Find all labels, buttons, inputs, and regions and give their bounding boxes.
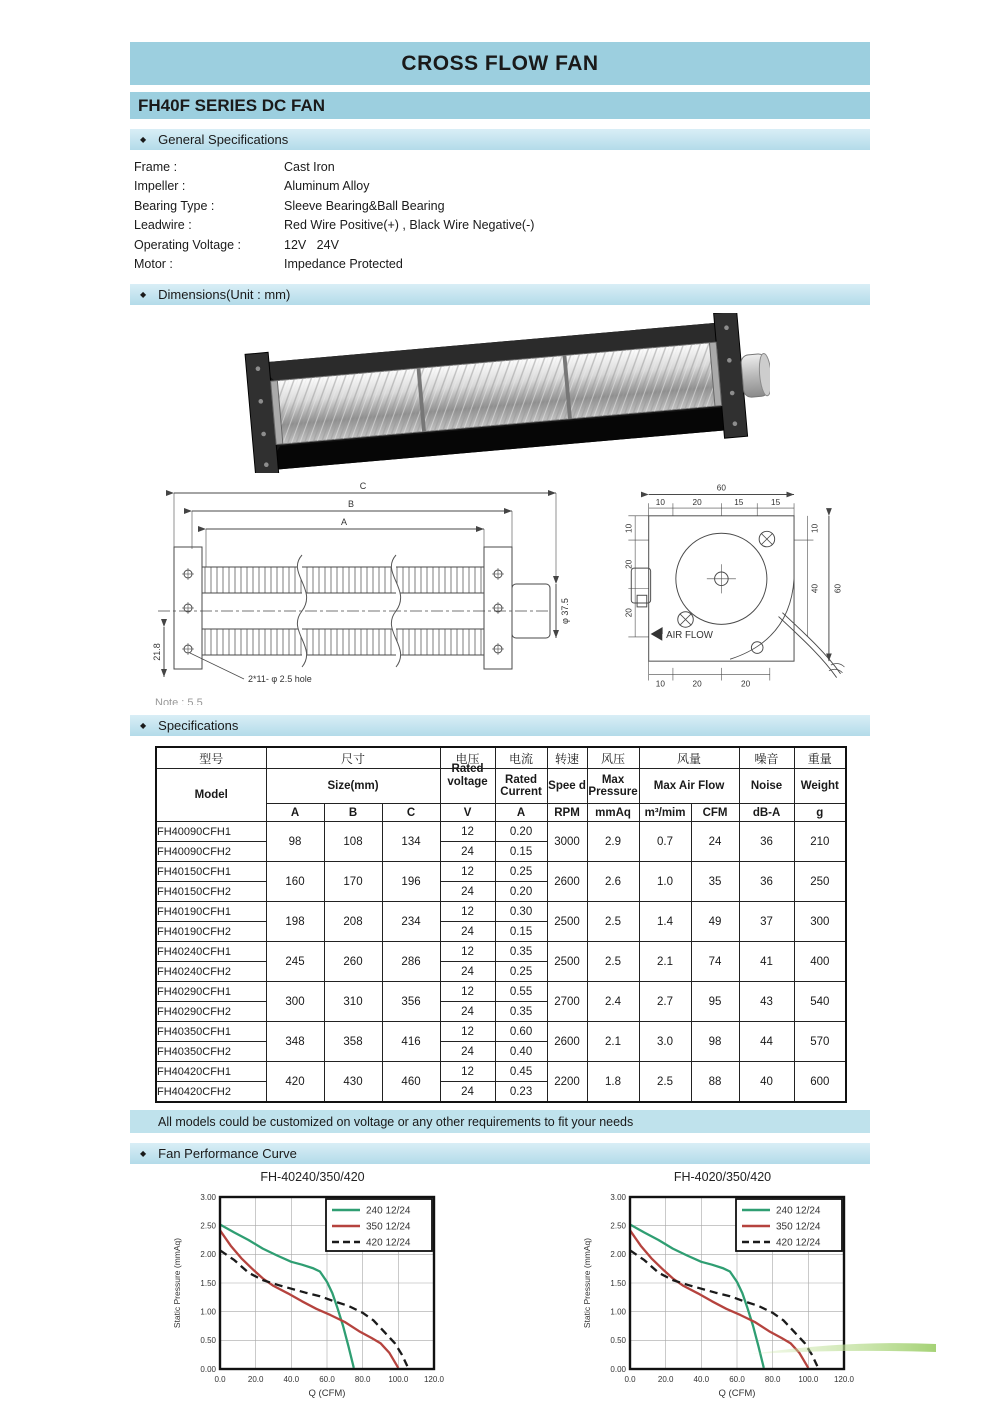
airflow-cfm-cell: 24 <box>691 822 739 862</box>
dim-bottom-seg-1: 20 <box>692 679 702 689</box>
size-cell: 208 <box>324 902 382 942</box>
x-tick-label: 20.0 <box>247 1375 264 1384</box>
dim-diameter-label: φ 37.5 <box>560 598 570 624</box>
weight-cell: 540 <box>794 982 846 1022</box>
noise-cell: 44 <box>739 1022 794 1062</box>
table-row <box>156 982 846 1002</box>
airflow-label: AIR FLOW <box>666 629 713 641</box>
x-axis-label: Q (CFM) <box>308 1388 346 1399</box>
dim-left-seg-2: 20 <box>624 608 634 618</box>
size-cell: 160 <box>266 862 324 902</box>
current-cell: 0.23 <box>495 1082 547 1103</box>
hdr-en-size: Size(mm) <box>266 769 440 804</box>
performance-chart-right <box>580 1170 865 1414</box>
size-cell: 260 <box>324 942 382 982</box>
legend-label: 350 12/24 <box>366 1221 411 1233</box>
size-cell: 196 <box>382 862 440 902</box>
general-spec-label: Bearing Type : <box>134 198 215 213</box>
size-cell: 134 <box>382 822 440 862</box>
table-row <box>156 1062 846 1082</box>
pressure-cell: 2.9 <box>587 822 639 862</box>
voltage-cell: 24 <box>440 1082 495 1103</box>
size-cell: 460 <box>382 1062 440 1103</box>
rpm-cell: 2700 <box>547 982 587 1022</box>
dim-right-total: 60 <box>833 583 843 594</box>
current-cell: 0.55 <box>495 982 547 1002</box>
model-cell: FH40190CFH2 <box>156 922 266 942</box>
y-tick-label: 1.50 <box>610 1278 626 1288</box>
dim-right-seg-0: 10 <box>810 523 820 533</box>
table-row <box>156 902 846 922</box>
current-cell: 0.20 <box>495 882 547 902</box>
general-spec-value: Impedance Protected <box>284 257 403 272</box>
noise-cell: 36 <box>739 862 794 902</box>
customization-note: All models could be customized on voltage or any other requirements to fit your needs <box>130 1110 870 1133</box>
chart-title-right: FH-4020/350/420 <box>673 1170 772 1184</box>
y-tick-label: 3.00 <box>200 1192 216 1202</box>
weight-cell: 400 <box>794 942 846 982</box>
size-cell: 430 <box>324 1062 382 1103</box>
voltage-cell: 12 <box>440 942 495 962</box>
general-spec-label: Motor : <box>134 257 173 272</box>
y-tick-label: 0.00 <box>200 1364 216 1374</box>
airflow-m3-cell: 3.0 <box>639 1022 691 1062</box>
general-spec-value: Red Wire Positive(+) , Black Wire Negative(-) <box>284 218 535 233</box>
pressure-cell: 2.1 <box>587 1022 639 1062</box>
current-cell: 0.60 <box>495 1022 547 1042</box>
dim-a-label: A <box>340 517 348 527</box>
diamond-bullet-icon: ◆ <box>140 135 147 144</box>
general-specs-list <box>134 157 870 274</box>
weight-cell: 250 <box>794 862 846 902</box>
dim-right-seg-1: 40 <box>810 583 820 594</box>
hdr-en-voltage: Rated voltage <box>440 769 495 804</box>
table-header-cn <box>156 747 846 769</box>
dim-left-seg-0: 10 <box>624 523 634 533</box>
current-cell: 0.15 <box>495 842 547 862</box>
general-spec-value: Sleeve Bearing&Ball Bearing <box>284 198 445 213</box>
legend-label: 420 12/24 <box>776 1237 821 1249</box>
general-spec-row <box>134 255 870 275</box>
airflow-m3-cell: 2.1 <box>639 942 691 982</box>
unit-g: g <box>794 804 846 822</box>
dim-bottom-seg-2: 20 <box>741 679 751 689</box>
hdr-cn-weight: 重量 <box>794 747 846 769</box>
model-cell: FH40150CFH1 <box>156 862 266 882</box>
y-tick-label: 1.00 <box>610 1307 626 1317</box>
airflow-cfm-cell: 35 <box>691 862 739 902</box>
y-tick-label: 3.00 <box>610 1192 626 1202</box>
weight-cell: 600 <box>794 1062 846 1103</box>
y-tick-label: 0.50 <box>200 1336 216 1346</box>
legend-label: 240 12/24 <box>366 1205 411 1217</box>
chart-legend <box>736 1199 842 1251</box>
voltage-cell: 24 <box>440 882 495 902</box>
size-cell: 108 <box>324 822 382 862</box>
general-spec-label: Frame : <box>134 159 178 174</box>
y-axis-label: Static Pressure (mmAq) <box>582 1237 592 1329</box>
diamond-bullet-icon: ◆ <box>140 290 147 299</box>
x-tick-label: 120.0 <box>423 1375 445 1384</box>
noise-cell: 36 <box>739 822 794 862</box>
weight-cell: 300 <box>794 902 846 942</box>
unit-dba: dB-A <box>739 804 794 822</box>
general-spec-row <box>134 235 870 255</box>
fan-photo <box>230 313 770 473</box>
x-tick-label: 0.0 <box>624 1375 636 1384</box>
airflow-m3-cell: 2.5 <box>639 1062 691 1103</box>
y-tick-label: 2.00 <box>200 1250 216 1260</box>
general-spec-row <box>134 177 870 197</box>
airflow-cfm-cell: 74 <box>691 942 739 982</box>
section-specifications <box>130 715 870 736</box>
x-axis-label: Q (CFM) <box>718 1388 756 1399</box>
unit-m3: m³/mim <box>639 804 691 822</box>
size-cell: 98 <box>266 822 324 862</box>
model-cell: FH40240CFH2 <box>156 962 266 982</box>
voltage-cell: 12 <box>440 862 495 882</box>
voltage-cell: 24 <box>440 962 495 982</box>
hdr-en-noise: Noise <box>739 769 794 804</box>
y-tick-label: 2.00 <box>610 1250 626 1260</box>
current-cell: 0.20 <box>495 822 547 842</box>
dim-height-label: 21.8 <box>152 643 162 661</box>
noise-cell: 43 <box>739 982 794 1022</box>
size-cell: 245 <box>266 942 324 982</box>
rpm-cell: 2500 <box>547 902 587 942</box>
page-title: CROSS FLOW FAN <box>130 42 870 85</box>
size-cell: 234 <box>382 902 440 942</box>
voltage-cell: 24 <box>440 842 495 862</box>
model-cell: FH40290CFH1 <box>156 982 266 1002</box>
legend-label: 420 12/24 <box>366 1237 411 1249</box>
dim-c-label: C <box>359 481 367 491</box>
hdr-en-model: Model <box>156 769 266 822</box>
x-tick-label: 100.0 <box>388 1375 409 1384</box>
pressure-cell: 2.5 <box>587 942 639 982</box>
size-cell: 358 <box>324 1022 382 1062</box>
airflow-m3-cell: 1.4 <box>639 902 691 942</box>
hdr-cn-pressure: 风压 <box>587 747 639 769</box>
performance-chart-left <box>170 1170 455 1414</box>
current-cell: 0.45 <box>495 1062 547 1082</box>
voltage-cell: 12 <box>440 902 495 922</box>
airflow-cfm-cell: 98 <box>691 1022 739 1062</box>
x-tick-label: 40.0 <box>693 1375 710 1384</box>
model-cell: FH40350CFH1 <box>156 1022 266 1042</box>
table-row <box>156 862 846 882</box>
dim-b-label: B <box>347 499 355 509</box>
specifications-table <box>155 746 847 1103</box>
size-cell: 420 <box>266 1062 324 1103</box>
pressure-cell: 2.4 <box>587 982 639 1022</box>
y-tick-label: 1.50 <box>200 1278 216 1288</box>
y-tick-label: 1.00 <box>200 1307 216 1317</box>
table-row <box>156 942 846 962</box>
airflow-m3-cell: 0.7 <box>639 822 691 862</box>
x-tick-label: 40.0 <box>283 1375 300 1384</box>
model-cell: FH40240CFH1 <box>156 942 266 962</box>
general-spec-row <box>134 157 870 177</box>
unit-rpm: RPM <box>547 804 587 822</box>
airflow-m3-cell: 2.7 <box>639 982 691 1022</box>
y-tick-label: 2.50 <box>610 1221 626 1231</box>
weight-cell: 210 <box>794 822 846 862</box>
dim-top-seg-3: 15 <box>771 498 781 508</box>
unit-a: A <box>266 804 324 822</box>
dim-left-seg-1: 20 <box>624 559 634 569</box>
chart-canvas-left <box>170 1187 455 1414</box>
section-performance-label: Fan Performance Curve <box>158 1146 297 1161</box>
x-tick-label: 80.0 <box>764 1375 781 1384</box>
size-cell: 198 <box>266 902 324 942</box>
current-cell: 0.25 <box>495 962 547 982</box>
unit-v: V <box>440 804 495 822</box>
pressure-cell: 2.6 <box>587 862 639 902</box>
x-tick-label: 0.0 <box>214 1375 226 1384</box>
rpm-cell: 2200 <box>547 1062 587 1103</box>
chart-canvas-right <box>580 1187 865 1414</box>
size-cell: 170 <box>324 862 382 902</box>
dim-top-seg-1: 20 <box>692 498 702 508</box>
voltage-cell: 24 <box>440 922 495 942</box>
screw-holes <box>678 531 775 627</box>
pressure-cell: 1.8 <box>587 1062 639 1103</box>
general-spec-row <box>134 216 870 236</box>
dimension-drawings <box>130 479 870 697</box>
model-cell: FH40090CFH1 <box>156 822 266 842</box>
clipped-note: Note : 5.5 <box>155 697 203 705</box>
general-spec-label: Impeller : <box>134 179 186 194</box>
noise-cell: 37 <box>739 902 794 942</box>
hdr-en-speed: Spee d <box>547 769 587 804</box>
airflow-cfm-cell: 88 <box>691 1062 739 1103</box>
hdr-cn-model: 型号 <box>156 747 266 769</box>
hdr-en-current: Rated Current <box>495 769 547 804</box>
current-cell: 0.40 <box>495 1042 547 1062</box>
model-cell: FH40150CFH2 <box>156 882 266 902</box>
general-spec-value: 12V 24V <box>284 237 339 252</box>
dim-top-seg-2: 15 <box>734 498 744 508</box>
table-row <box>156 1022 846 1042</box>
hdr-en-airflow: Max Air Flow <box>639 769 739 804</box>
rpm-cell: 2600 <box>547 1022 587 1062</box>
size-cell: 286 <box>382 942 440 982</box>
fan-photo-wrap <box>130 313 870 475</box>
rpm-cell: 3000 <box>547 822 587 862</box>
voltage-cell: 12 <box>440 1022 495 1042</box>
general-spec-label: Leadwire : <box>134 218 192 233</box>
hdr-cn-current: 电流 <box>495 747 547 769</box>
general-spec-value: Cast Iron <box>284 159 335 174</box>
hdr-cn-size: 尺寸 <box>266 747 440 769</box>
voltage-cell: 24 <box>440 1002 495 1022</box>
chart-legend <box>326 1199 432 1251</box>
airflow-cfm-cell: 49 <box>691 902 739 942</box>
content-column <box>130 42 870 1414</box>
y-tick-label: 0.50 <box>610 1336 626 1346</box>
x-tick-label: 80.0 <box>354 1375 371 1384</box>
performance-charts <box>130 1164 870 1414</box>
performance-chart-svg <box>170 1187 455 1414</box>
unit-mmaq: mmAq <box>587 804 639 822</box>
section-general-specifications <box>130 129 870 150</box>
model-cell: FH40290CFH2 <box>156 1002 266 1022</box>
hdr-cn-noise: 噪音 <box>739 747 794 769</box>
x-tick-label: 60.0 <box>729 1375 745 1384</box>
dim-bottom-seg-0: 10 <box>655 679 665 689</box>
section-performance <box>130 1143 870 1164</box>
series-title: FH40F SERIES DC FAN <box>130 92 870 119</box>
airflow-m3-cell: 1.0 <box>639 862 691 902</box>
voltage-cell: 24 <box>440 1042 495 1062</box>
hdr-en-pressure: Max Pressure <box>587 769 639 804</box>
y-tick-label: 2.50 <box>200 1221 216 1231</box>
hole-note-label: 2*11- φ 2.5 hole <box>248 674 312 684</box>
size-cell: 300 <box>266 982 324 1022</box>
legend-label: 240 12/24 <box>776 1205 821 1217</box>
general-spec-row <box>134 196 870 216</box>
size-cell: 356 <box>382 982 440 1022</box>
general-spec-value: Aluminum Alloy <box>284 179 370 194</box>
rpm-cell: 2500 <box>547 942 587 982</box>
end-view-drawing <box>602 479 864 697</box>
hdr-cn-speed: 转速 <box>547 747 587 769</box>
weight-cell: 570 <box>794 1022 846 1062</box>
diamond-bullet-icon: ◆ <box>140 1149 147 1158</box>
side-view-drawing <box>144 479 574 689</box>
rpm-cell: 2600 <box>547 862 587 902</box>
voltage-cell: 12 <box>440 1062 495 1082</box>
model-cell: FH40090CFH2 <box>156 842 266 862</box>
green-swoosh-decoration <box>750 1337 940 1357</box>
general-spec-label: Operating Voltage : <box>134 237 242 252</box>
x-tick-label: 60.0 <box>319 1375 335 1384</box>
voltage-cell: 12 <box>440 822 495 842</box>
unit-cfm: CFM <box>691 804 739 822</box>
unit-c: C <box>382 804 440 822</box>
section-specifications-label: Specifications <box>158 718 239 733</box>
y-tick-label: 0.00 <box>610 1364 626 1374</box>
unit-amp: A <box>495 804 547 822</box>
model-cell: FH40350CFH2 <box>156 1042 266 1062</box>
size-cell: 348 <box>266 1022 324 1062</box>
size-cell: 310 <box>324 982 382 1022</box>
current-cell: 0.35 <box>495 942 547 962</box>
y-axis-label: Static Pressure (mmAq) <box>172 1237 182 1329</box>
section-dimensions <box>130 284 870 305</box>
x-tick-label: 100.0 <box>798 1375 819 1384</box>
current-cell: 0.30 <box>495 902 547 922</box>
performance-chart-svg <box>580 1187 865 1414</box>
current-cell: 0.25 <box>495 862 547 882</box>
noise-cell: 41 <box>739 942 794 982</box>
x-tick-label: 20.0 <box>657 1375 674 1384</box>
current-cell: 0.15 <box>495 922 547 942</box>
model-cell: FH40190CFH1 <box>156 902 266 922</box>
table-row <box>156 822 846 842</box>
hdr-cn-airflow: 风量 <box>639 747 739 769</box>
dim-top-total: 60 <box>716 483 726 493</box>
hdr-cn-voltage: 电压 <box>440 747 495 769</box>
chart-title-left: FH-40240/350/420 <box>260 1170 365 1184</box>
airflow-cfm-cell: 95 <box>691 982 739 1022</box>
model-cell: FH40420CFH1 <box>156 1062 266 1082</box>
current-cell: 0.35 <box>495 1002 547 1022</box>
diamond-bullet-icon: ◆ <box>140 721 147 730</box>
section-general-label: General Specifications <box>158 132 289 147</box>
voltage-cell: 12 <box>440 982 495 1002</box>
x-tick-label: 120.0 <box>833 1375 855 1384</box>
pressure-cell: 2.5 <box>587 902 639 942</box>
legend-label: 350 12/24 <box>776 1221 821 1233</box>
section-dimensions-label: Dimensions(Unit : mm) <box>158 287 291 302</box>
size-cell: 416 <box>382 1022 440 1062</box>
noise-cell: 40 <box>739 1062 794 1103</box>
model-cell: FH40420CFH2 <box>156 1082 266 1103</box>
table-header-en <box>156 769 846 804</box>
unit-b: B <box>324 804 382 822</box>
dim-top-seg-0: 10 <box>655 498 665 508</box>
hdr-en-weight: Weight <box>794 769 846 804</box>
